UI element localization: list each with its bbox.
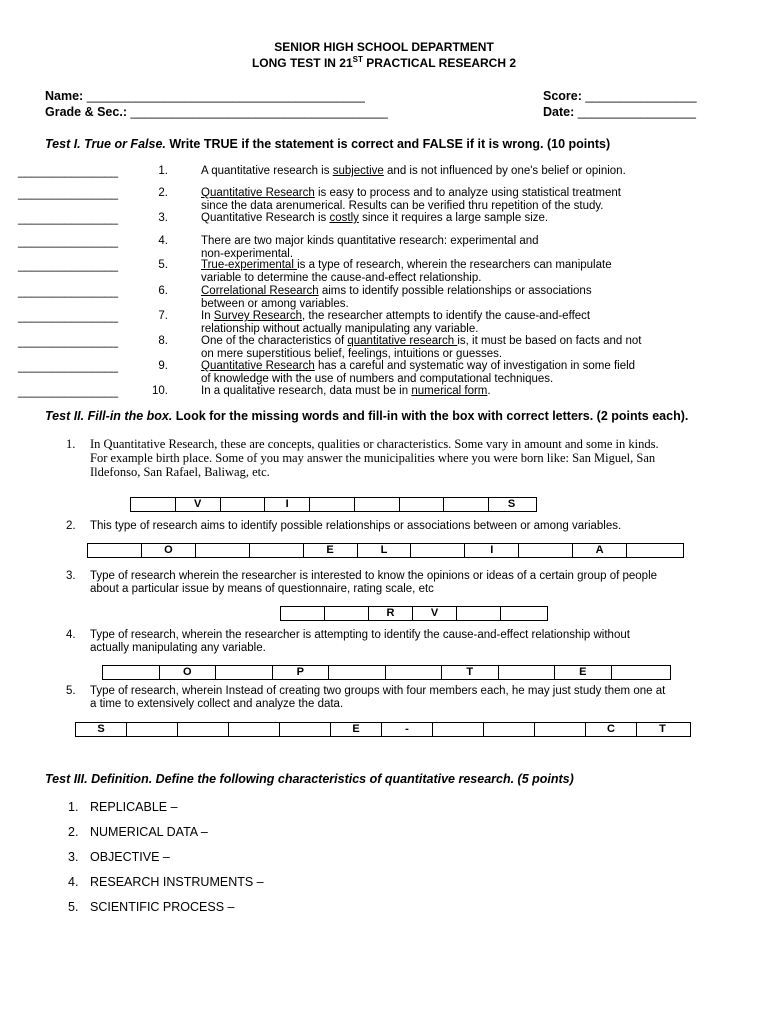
statement-line bbox=[201, 385, 701, 398]
statement bbox=[201, 335, 701, 360]
statement bbox=[201, 187, 701, 212]
score-line[interactable]: ________________ bbox=[585, 89, 697, 103]
question-number: 4. bbox=[66, 629, 76, 641]
letter-box[interactable] bbox=[310, 498, 355, 511]
department-heading: SENIOR HIGH SCHOOL DEPARTMENT bbox=[274, 40, 494, 54]
statement-line bbox=[201, 335, 701, 348]
question-line: Ildefonso, San Rafael, Baliwag, etc. bbox=[90, 465, 270, 479]
letter-box[interactable] bbox=[127, 723, 178, 736]
letter-box[interactable]: A bbox=[573, 544, 627, 557]
answer-blank[interactable]: _______________ bbox=[18, 309, 119, 323]
letter-box[interactable] bbox=[386, 666, 443, 679]
question-line: actually manipulating any variable. bbox=[90, 642, 266, 654]
letter-box[interactable]: R bbox=[369, 607, 413, 620]
statement-text: In a qualitative research, data must be in bbox=[201, 385, 412, 397]
letter-box[interactable]: O bbox=[142, 544, 196, 557]
date-label: Date: bbox=[543, 105, 575, 119]
item-number: 7. bbox=[158, 310, 168, 322]
statement-line bbox=[201, 310, 701, 323]
answer-blank[interactable]: _______________ bbox=[18, 258, 119, 272]
statement bbox=[201, 235, 701, 260]
letter-box[interactable] bbox=[484, 723, 535, 736]
definition-term[interactable]: NUMERICAL DATA – bbox=[90, 825, 208, 839]
letter-box[interactable] bbox=[229, 723, 280, 736]
letter-box[interactable] bbox=[329, 666, 386, 679]
letter-box[interactable]: P bbox=[273, 666, 330, 679]
letter-box[interactable] bbox=[196, 544, 250, 557]
statement bbox=[201, 259, 701, 284]
item-number: 8. bbox=[158, 335, 168, 347]
statement-line-2: non-experimental. bbox=[201, 247, 294, 260]
definition-number: 5. bbox=[68, 900, 79, 914]
letter-box[interactable] bbox=[535, 723, 586, 736]
statement bbox=[201, 285, 701, 310]
grade-label: Grade & Sec.: bbox=[45, 105, 127, 119]
letter-box[interactable] bbox=[178, 723, 229, 736]
underlined-term: Quantitative Research bbox=[201, 187, 315, 199]
letter-box[interactable] bbox=[519, 544, 573, 557]
grade-line[interactable]: _____________________________________ bbox=[130, 105, 388, 119]
letter-box[interactable]: E bbox=[555, 666, 612, 679]
item-number: 5. bbox=[158, 259, 168, 271]
question-number: 3. bbox=[66, 570, 76, 582]
letter-box[interactable] bbox=[499, 666, 556, 679]
answer-blank[interactable]: _______________ bbox=[18, 211, 119, 225]
statement bbox=[201, 165, 701, 178]
letter-box[interactable] bbox=[131, 498, 176, 511]
letter-box[interactable]: V bbox=[176, 498, 221, 511]
definition-term[interactable]: REPLICABLE – bbox=[90, 800, 178, 814]
question-line: In Quantitative Research, these are concepts, qualities or characteristics. Some vary in amount and some in kinds. bbox=[90, 437, 659, 451]
title-superscript: ST bbox=[352, 55, 363, 64]
answer-blank[interactable]: _______________ bbox=[18, 334, 119, 348]
answer-blank[interactable]: _______________ bbox=[18, 164, 119, 178]
statement-text: since it requires a large sample size. bbox=[358, 212, 549, 224]
question-text bbox=[90, 570, 760, 596]
title-subject: PRACTICAL RESEARCH 2 bbox=[362, 56, 517, 70]
question-line: Type of research, wherein Instead of creating two groups with four members each, he may just study them one at bbox=[90, 685, 666, 697]
question-number: 2. bbox=[66, 520, 76, 532]
statement-text: A quantitative research is bbox=[201, 165, 333, 177]
definition-number: 3. bbox=[68, 850, 79, 864]
statement-line-2: of knowledge with the use of numbers and computational techniques. bbox=[201, 372, 554, 385]
letter-box[interactable] bbox=[355, 498, 400, 511]
letter-box[interactable] bbox=[88, 544, 142, 557]
date-line[interactable]: _________________ bbox=[577, 105, 696, 119]
statement-text: One of the characteristics of bbox=[201, 335, 348, 347]
underlined-term: True-experimental bbox=[201, 259, 298, 271]
question-text bbox=[90, 685, 760, 711]
letter-box[interactable] bbox=[612, 666, 669, 679]
question-text bbox=[90, 437, 760, 479]
statement-text: In bbox=[201, 310, 214, 322]
letter-box[interactable] bbox=[433, 723, 484, 736]
letter-box[interactable]: L bbox=[358, 544, 412, 557]
letter-box[interactable] bbox=[281, 607, 325, 620]
letter-box[interactable]: S bbox=[507, 498, 516, 510]
statement-line bbox=[201, 259, 701, 272]
question-line: For example birth place. Some of you may answer the municipalities where you were born like: San Miguel, San bbox=[90, 451, 656, 465]
question-text bbox=[90, 629, 760, 655]
statement-line bbox=[201, 285, 701, 298]
test-title bbox=[0, 55, 768, 70]
answer-blank[interactable]: _______________ bbox=[18, 359, 119, 373]
letter-box[interactable]: T bbox=[442, 666, 499, 679]
test2-title-italic: Test II. Fill-in the box. bbox=[45, 409, 173, 423]
underlined-term: Survey Research bbox=[213, 310, 303, 322]
letter-box-row bbox=[75, 722, 691, 737]
statement-line bbox=[201, 235, 701, 248]
item-number: 3. bbox=[158, 212, 168, 224]
item-number: 10. bbox=[152, 385, 168, 397]
letter-box-row bbox=[102, 665, 671, 680]
letter-box[interactable] bbox=[103, 666, 160, 679]
statement-text: and is not influenced by one's belief or opinion. bbox=[383, 165, 626, 177]
letter-box[interactable] bbox=[250, 544, 304, 557]
letter-box[interactable]: V bbox=[413, 607, 457, 620]
statement-line-2: since the data arenumerical. Results can be verified thru repetition of the study. bbox=[201, 199, 604, 212]
letter-box[interactable]: E bbox=[304, 544, 358, 557]
letter-box[interactable] bbox=[325, 607, 369, 620]
statement-text: , the researcher attempts to identify the cause-and-effect bbox=[302, 310, 591, 322]
letter-box-row bbox=[130, 497, 537, 512]
underlined-term: Quantitative Research bbox=[201, 360, 315, 372]
question-line: about a particular issue by means of questionnaire, rating scale, etc bbox=[90, 583, 434, 595]
letter-box[interactable] bbox=[400, 498, 445, 511]
statement-line bbox=[201, 212, 701, 225]
definition-term[interactable]: RESEARCH INSTRUMENTS – bbox=[90, 875, 264, 889]
letter-box[interactable] bbox=[501, 607, 545, 620]
underlined-term: quantitative research bbox=[347, 335, 458, 347]
item-number: 2. bbox=[158, 187, 168, 199]
question-line: This type of research aims to identify possible relationships or associations between or among variables. bbox=[90, 520, 622, 532]
name-line[interactable]: ________________________________________ bbox=[86, 89, 365, 103]
letter-box[interactable] bbox=[457, 607, 501, 620]
statement-text: is easy to process and to analyze using statistical treatment bbox=[314, 187, 621, 199]
item-number: 6. bbox=[158, 285, 168, 297]
statement-line-2: between or among variables. bbox=[201, 297, 349, 310]
title-text: LONG TEST IN 21 bbox=[251, 56, 353, 70]
test1-title-italic: Test I. True or False. bbox=[45, 137, 166, 151]
statement-text: Quantitative Research is bbox=[201, 212, 330, 224]
underlined-term: subjective bbox=[332, 165, 384, 177]
definition-number: 1. bbox=[68, 800, 79, 814]
score-field[interactable] bbox=[543, 89, 697, 103]
question-text bbox=[90, 520, 760, 533]
letter-box[interactable] bbox=[444, 498, 489, 511]
letter-box[interactable]: C bbox=[586, 723, 637, 736]
letter-box[interactable]: I bbox=[465, 544, 519, 557]
date-field[interactable] bbox=[543, 105, 696, 119]
name-label: Name: bbox=[45, 89, 84, 103]
letter-box[interactable]: - bbox=[382, 723, 433, 736]
underlined-term: costly bbox=[329, 212, 359, 224]
letter-box-row bbox=[280, 606, 548, 621]
letter-box[interactable] bbox=[411, 544, 465, 557]
definition-term[interactable]: SCIENTIFIC PROCESS – bbox=[90, 900, 235, 914]
definition-number: 4. bbox=[68, 875, 79, 889]
letter-box[interactable] bbox=[280, 723, 331, 736]
statement-text: . bbox=[487, 385, 491, 397]
letter-box[interactable]: E bbox=[331, 723, 382, 736]
statement-text: has a careful and systematic way of investigation in some field bbox=[314, 360, 636, 372]
statement bbox=[201, 385, 701, 398]
question-line: Type of research, wherein the researcher is attempting to identify the cause-and-effect relationship without bbox=[90, 629, 630, 641]
letter-box-row bbox=[87, 543, 684, 558]
statement-line bbox=[201, 165, 701, 178]
letter-box[interactable] bbox=[216, 666, 273, 679]
answer-blank[interactable]: _______________ bbox=[18, 186, 119, 200]
letter-box[interactable] bbox=[221, 498, 266, 511]
statement-line bbox=[201, 360, 701, 373]
statement-line-2: on mere superstitious belief, feelings, intuitions or guesses. bbox=[201, 347, 503, 360]
question-number: 5. bbox=[66, 685, 76, 697]
statement-text: is, it must be based on facts and not bbox=[457, 335, 642, 347]
statement-text: There are two major kinds quantitative research: experimental and bbox=[201, 235, 539, 247]
underlined-term: numerical form bbox=[411, 385, 488, 397]
letter-box[interactable]: S bbox=[76, 723, 127, 736]
question-line: a time to extensively collect and analyze the data. bbox=[90, 698, 344, 710]
underlined-term: Correlational Research bbox=[201, 285, 319, 297]
item-number: 1. bbox=[158, 165, 168, 177]
definition-number: 2. bbox=[68, 825, 79, 839]
test3-title: Test III. Definition. Define the following characteristics of quantitative research. (5 points) bbox=[45, 772, 574, 786]
answer-blank[interactable]: _______________ bbox=[18, 234, 119, 248]
score-label: Score: bbox=[543, 89, 582, 103]
name-field[interactable] bbox=[45, 89, 365, 103]
question-line: Type of research wherein the researcher is interested to know the opinions or ideas of a certain group of people bbox=[90, 570, 658, 582]
test1-title-rest: Write TRUE if the statement is correct and FALSE if it is wrong. (10 points) bbox=[165, 137, 611, 151]
statement-text: is a type of research, wherein the researchers can manipulate bbox=[297, 259, 612, 271]
statement bbox=[201, 212, 701, 225]
test2-title-rest: Look for the missing words and fill-in with the box with correct letters. (2 points each). bbox=[172, 409, 689, 423]
statement bbox=[201, 310, 701, 335]
item-number: 9. bbox=[158, 360, 168, 372]
statement-text: aims to identify possible relationships or associations bbox=[318, 285, 592, 297]
statement-line-2: variable to determine the cause-and-effect relationship. bbox=[201, 271, 482, 284]
grade-field[interactable] bbox=[45, 105, 388, 119]
question-number: 1. bbox=[66, 437, 76, 451]
test1-title bbox=[45, 137, 610, 151]
statement bbox=[201, 360, 701, 385]
answer-blank[interactable]: _______________ bbox=[18, 284, 119, 298]
letter-box[interactable]: T bbox=[659, 723, 666, 735]
answer-blank[interactable]: _______________ bbox=[18, 384, 119, 398]
letter-box[interactable] bbox=[627, 544, 681, 557]
statement-line bbox=[201, 187, 701, 200]
item-number: 4. bbox=[158, 235, 168, 247]
definition-term[interactable]: OBJECTIVE – bbox=[90, 850, 170, 864]
statement-line-2: relationship without actually manipulating any variable. bbox=[201, 322, 479, 335]
test2-title bbox=[45, 409, 688, 423]
letter-box[interactable]: I bbox=[265, 498, 310, 511]
letter-box[interactable]: O bbox=[160, 666, 217, 679]
